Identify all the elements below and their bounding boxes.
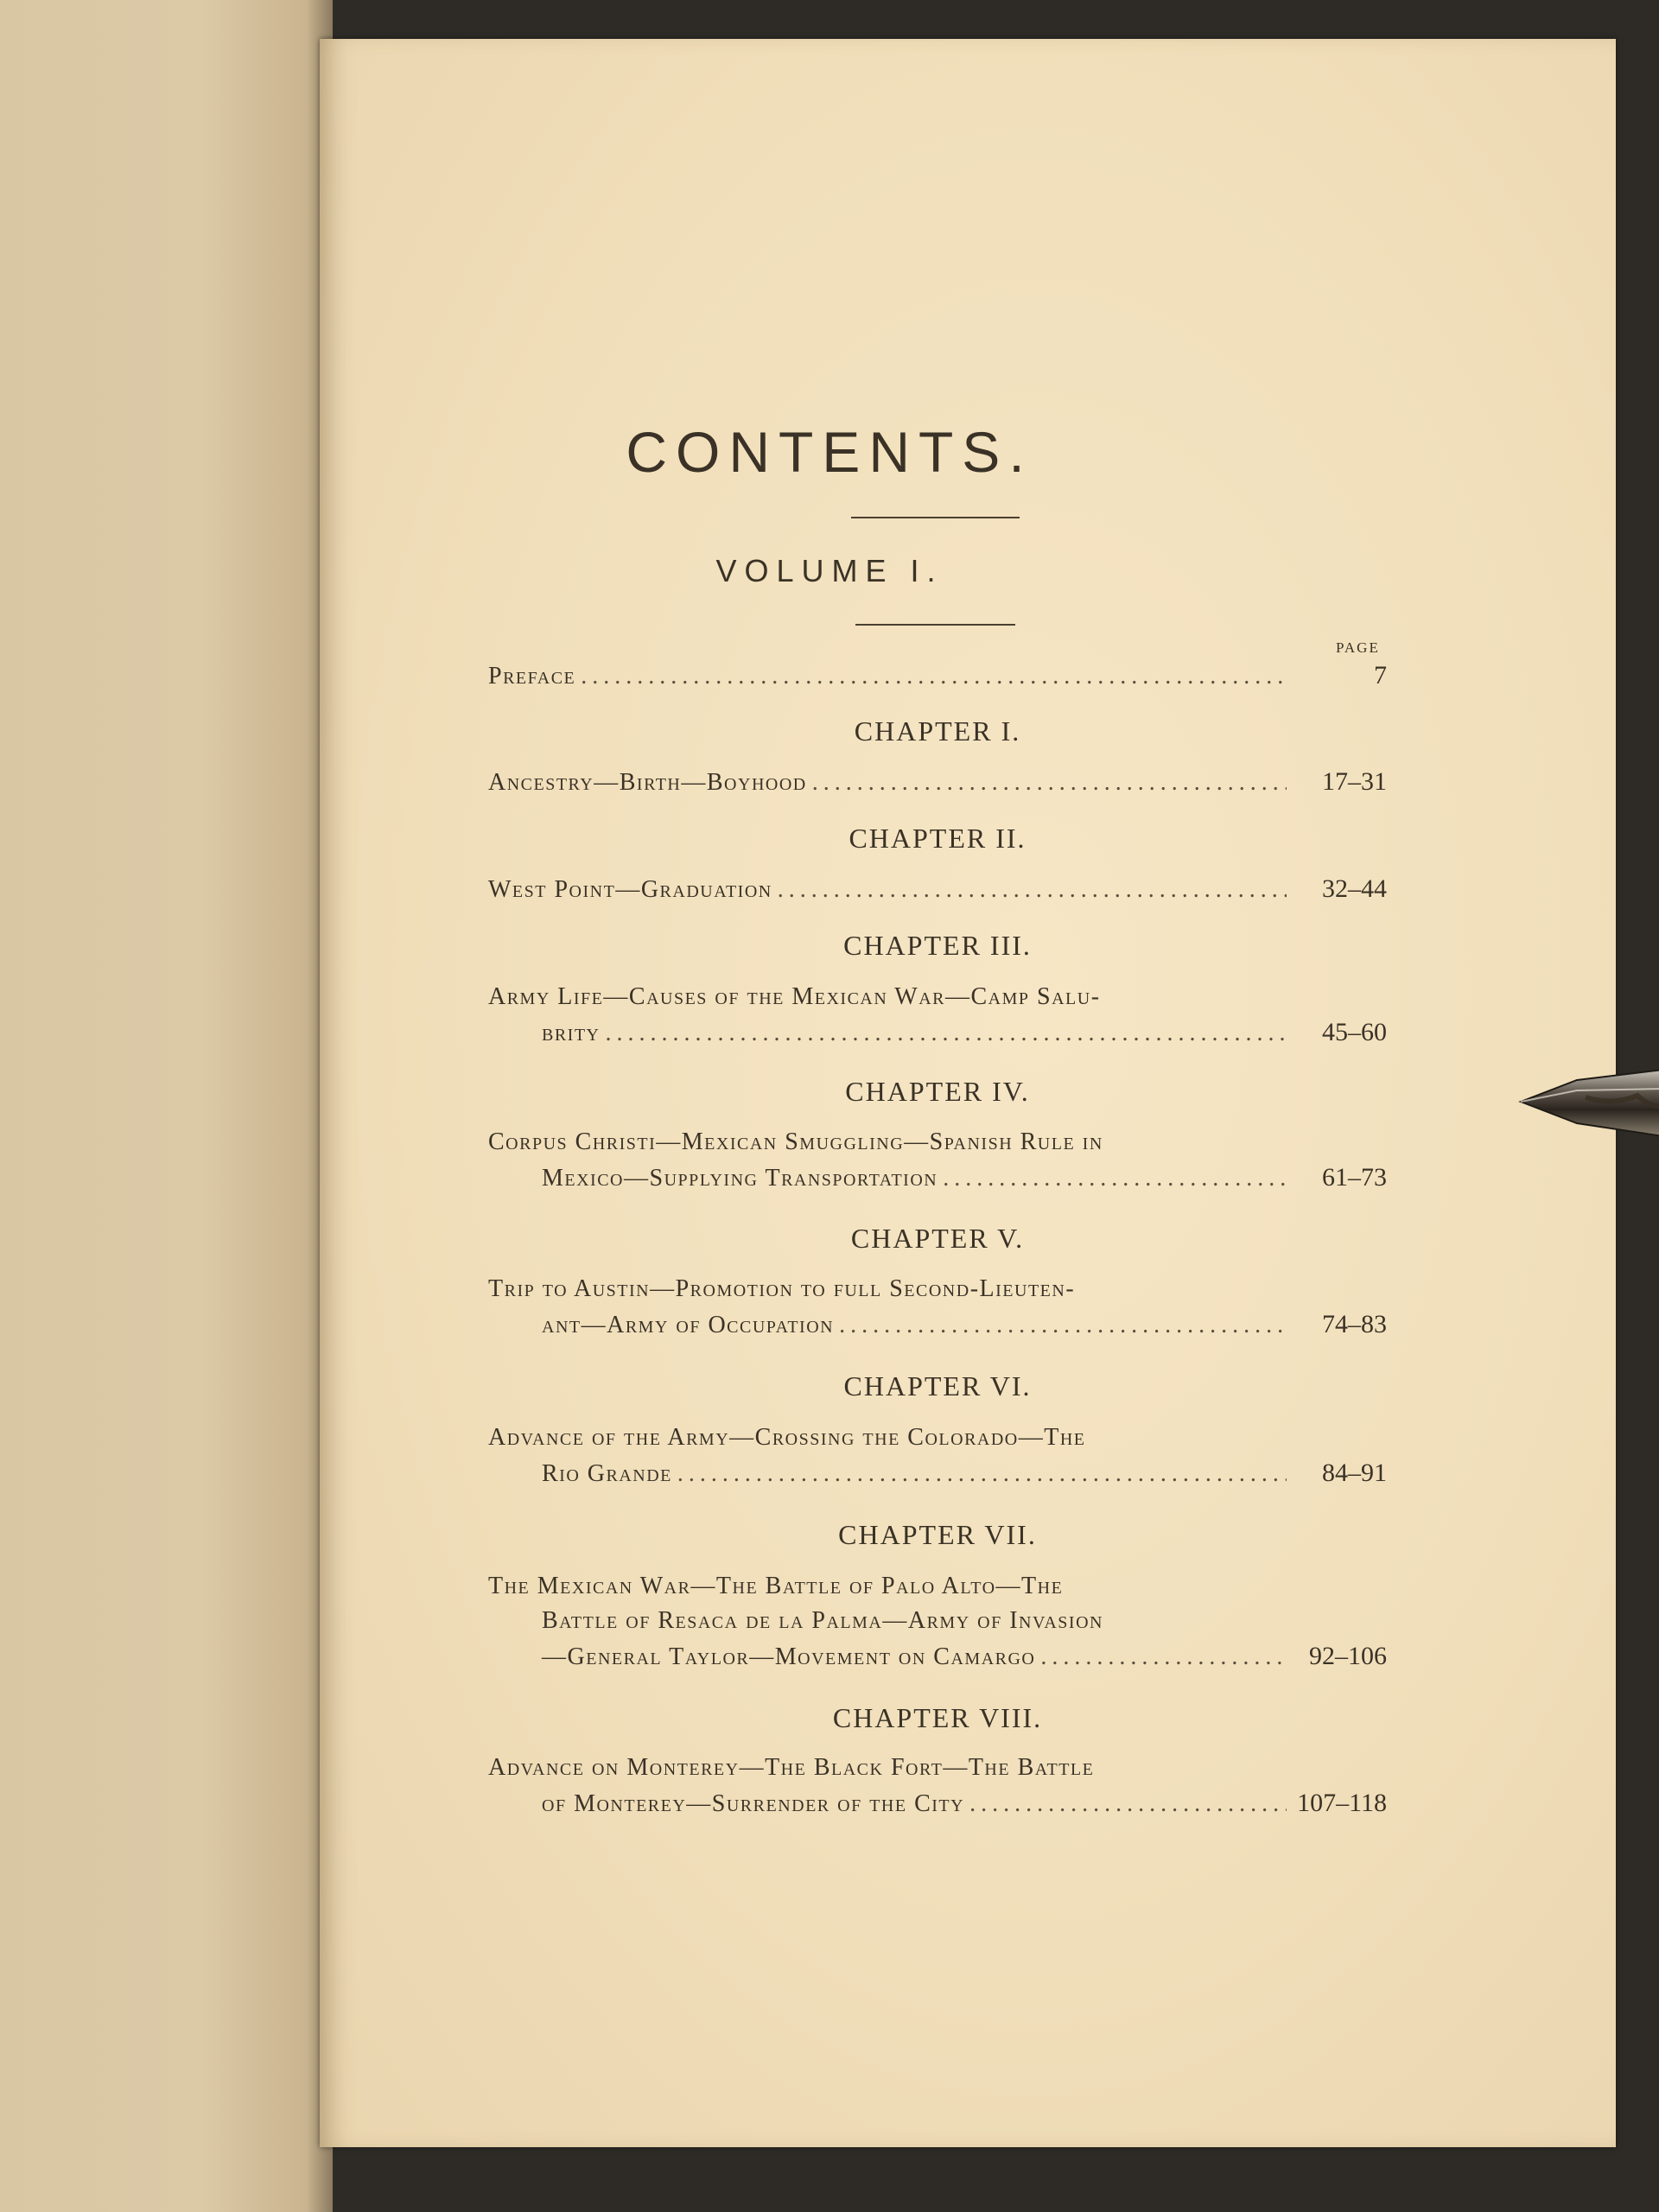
heading-rule xyxy=(851,517,1020,518)
entry-page: 45–60 xyxy=(1322,1018,1387,1046)
entry-title-continued: Rio Grande xyxy=(542,1460,672,1487)
chapter-heading: CHAPTER II. xyxy=(849,823,1027,854)
entry-title: Advance of the Army—Crossing the Colorado—The xyxy=(488,1424,1086,1451)
entry-page: 61–73 xyxy=(1322,1163,1387,1192)
toc-entry xyxy=(488,983,1387,1052)
volume-rule xyxy=(855,624,1015,626)
leader-dots xyxy=(677,1460,1287,1488)
entry-title: Trip to Austin—Promotion to full Second-Lieuten- xyxy=(488,1275,1076,1302)
entry-title: West Point—Graduation xyxy=(488,876,772,903)
contents-heading: CONTENTS. xyxy=(626,420,1033,484)
entry-title-continued: ant—Army of Occupation xyxy=(542,1312,835,1338)
toc-entry xyxy=(488,767,1387,802)
entry-title: Advance on Monterey—The Black Fort—The Battle xyxy=(488,1754,1095,1781)
leader-dots xyxy=(581,663,1287,690)
chapter-heading: CHAPTER VIII. xyxy=(832,1702,1043,1733)
entry-page: 17–31 xyxy=(1322,767,1387,796)
chapter-heading: CHAPTER VII. xyxy=(838,1519,1037,1550)
toc-entry xyxy=(488,1573,1387,1676)
entry-page: 7 xyxy=(1374,661,1387,690)
pen-tip-icon xyxy=(1516,1063,1659,1145)
entry-title-continued: Battle of Resaca de la Palma—Army of Invasion xyxy=(542,1607,1103,1634)
entry-title-continued: Mexico—Supplying Transportation xyxy=(542,1165,938,1192)
toc-entry-preface xyxy=(488,661,1387,696)
leader-dots xyxy=(969,1790,1287,1818)
toc-entry xyxy=(488,1275,1387,1344)
leader-dots xyxy=(943,1165,1287,1192)
volume-heading: VOLUME I. xyxy=(715,553,944,588)
leader-dots xyxy=(778,876,1287,904)
entry-page: 74–83 xyxy=(1322,1310,1387,1338)
chapter-heading: CHAPTER VI. xyxy=(843,1370,1032,1402)
toc-entry xyxy=(488,874,1387,909)
leader-dots xyxy=(1040,1643,1287,1671)
toc-entry xyxy=(488,1754,1387,1823)
toc-entry xyxy=(488,1128,1387,1198)
entry-title: Corpus Christi—Mexican Smuggling—Spanish Rule in xyxy=(488,1128,1103,1155)
entry-title-continued: —General Taylor—Movement on Camargo xyxy=(542,1643,1036,1670)
page-column-label: PAGE xyxy=(1336,639,1380,656)
entry-page: 84–91 xyxy=(1322,1459,1387,1487)
entry-title-continued: of Monterey—Surrender of the City xyxy=(542,1790,965,1817)
chapter-heading: CHAPTER V. xyxy=(850,1223,1025,1254)
leader-dots xyxy=(606,1020,1287,1047)
entry-page: 32–44 xyxy=(1322,874,1387,903)
entry-title: Preface xyxy=(488,663,576,690)
entry-title: Ancestry—Birth—Boyhood xyxy=(488,769,807,796)
left-page xyxy=(0,0,333,2212)
entry-title-continued: brity xyxy=(542,1020,601,1046)
chapter-heading: CHAPTER IV. xyxy=(845,1076,1030,1107)
leader-dots xyxy=(839,1312,1287,1339)
chapter-heading: CHAPTER III. xyxy=(843,930,1032,961)
leader-dots xyxy=(812,769,1287,797)
toc-entry xyxy=(488,1424,1387,1493)
entry-title: Army Life—Causes of the Mexican War—Camp Salu- xyxy=(488,983,1101,1010)
entry-page: 92–106 xyxy=(1309,1642,1387,1670)
entry-page: 107–118 xyxy=(1297,1789,1387,1817)
entry-title: The Mexican War—The Battle of Palo Alto—The xyxy=(488,1573,1064,1599)
chapter-heading: CHAPTER I. xyxy=(854,715,1021,747)
